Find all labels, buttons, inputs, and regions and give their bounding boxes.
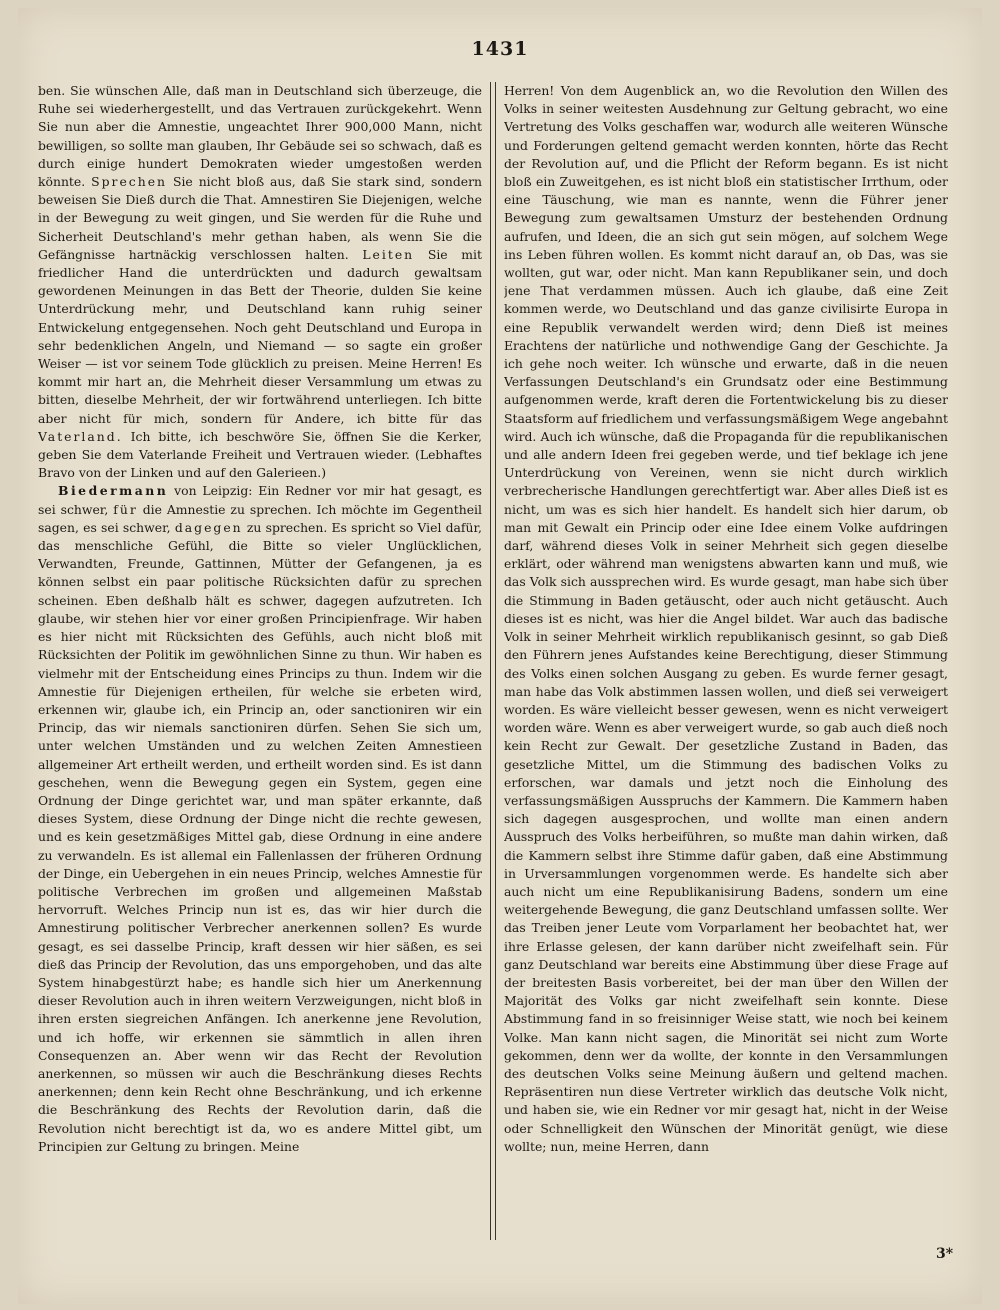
spaced-word: für [113,501,138,517]
paragraph-continuation: Herren! Von dem Augenblick an, wo die Revolution den Willen des Volks in seiner weitesten Ausdehnung zur Geltung gebracht, wo eine Vertretung des Volks geschaffen war, wodurch alle weiteren Wünsche und Forderungen geltend gemacht werden konnten, hörte das Recht der Revolution auf, und die Pflicht der Reform begann. Es ist nicht bloß ein Zuweitgehen, es ist nicht bloß ein statistischer Irrthum, oder eine Täuschung, wie man es nannte, wenn die Führer jener Bewegung zum gewaltsamen Umsturz der bestehenden Ordnung aufrufen, und Ideen, die an sich gut sein mögen, auf solchem Wege ins Leben führen wollen. Es kommt nicht darauf an, ob Das, was sie wollten, gut war, oder nicht. Man kann Republikaner sein, und doch jene That verdammen müssen. Auch ich glaube, daß eine Zeit kommen werde, wo Deutschland und das ganze civilisirte Europa in eine Republik verwandelt werden wird; denn Dieß ist meines Erachtens der natürliche und nothwendige Gang der Geschichte. Ja ich gehe noch weiter. Ich wünsche und erwarte, daß in die neuen Verfassungen Deutschland's ein Grundsatz oder eine Bestimmung aufgenommen werde, kraft deren die Fortentwickelung bis zu dieser Staatsform auf friedlichem und verfassungsmäßigem Wege angebahnt wird. Auch ich wünsche, daß die Propaganda für die republikanischen und alle andern Ideen frei gegeben werde, und tief beklage ich jene Unterdrückung von Vereinen, wenn sie nicht durch wirklich verbrecherische Handlungen gerechtfertigt war. Aber alles Dieß ist es nicht, um was es sich hier handelt. Es handelt sich hier darum, ob man mit Gewalt ein Princip oder eine Idee einem Volke aufdringen darf, während dieses Volk in seiner Mehrheit sich gegen dieselbe erklärt, oder während man wenigstens abwarten kann und muß, wie das Volk sich aussprechen wird. Es wurde gesagt, man habe sich über die Stimmung in Baden getäuscht, oder auch nicht getäuscht. Auch dieses ist es nicht, was hier die Angel bildet. War auch das badische Volk in seiner Mehrheit wirklich republikanisch gesinnt, so gab Dieß den Führern jenes Aufstandes keine Berechtigung, dieser Stimmung des Volks einen solchen Ausgang zu geben. Es wurde ferner gesagt, man habe das Volk abstimmen lassen wollen, und dieß sei verweigert worden. Es wäre vielleicht besser gewesen, wenn es nicht verweigert worden wäre. Wenn es aber verweigert wurde, so gab auch dieß noch kein Recht zur Gewalt. Der gesetzliche Zustand in Baden, das gesetzliche Mittel, um die Stimmung des badischen Volks zu erforschen, war damals und jetzt noch die Einholung des verfassungsmäßigen Ausspruchs der Kammern. Die Kammern haben sich dagegen ausgesprochen, und wollte man einen andern Ausspruch des Volks herbeiführen, so mußte man dahin wirken, daß die Kammern selbst ihre Stimme dafür gaben, daß eine Abstimmung in Urversammlungen vorgenommen werde. Es handelte sich aber auch nicht um eine Republikanisirung Badens, sondern um eine weitergehende Bewegung, die ganz Deutschland umfassen sollte. Wer das Treiben jener Leute vom Vorparlament her beobachtet hat, wer ihre Erlasse gelesen, der kann darüber nicht zweifelhaft sein. Für ganz Deutschland war bereits eine Abstimmung über diese Frage auf der breitesten Basis vorbereitet, bei der man über den Willen der Majorität des Volks gar nicht zweifelhaft sein konnte. Diese Abstimmung fand in so freisinniger Weise statt, wie noch bei keinem Volke. Man kann nicht sagen, die Minorität sei nicht zum Worte gekommen, denn wer da wollte, der konnte in den Versammlungen des deutschen Volks seine Meinung äußern und geltend machen. Repräsentiren nun diese Vertreter wirklich das deutsche Volk nicht, und haben sie, wie ein Redner vor mir gesagt hat, nicht in der Weise oder Schnelligkeit den Wünschen der Minorität genügt, wie diese wollte; nun, meine Herren, dann [504,83,948,1154]
spaced-word: Vaterland. [38,428,123,444]
spaced-word: Sprechen [91,174,168,190]
left-column [38,82,482,1242]
speaker-name: Biedermann [58,483,169,499]
spaced-word: Leiten [362,246,415,262]
paragraph-amnesty-plea: ben. Sie wünschen Alle, daß man in Deutschland sich überzeuge, die Ruhe sei wiederhergestellt, und das Vertrauen zurückgekehrt. Wenn Sie nun aber die Amnestie, ungeachtet Ihrer 900,000 Mann, nicht bewilligen, so sollte man glauben, Ihr Gebäude sei so schwach, daß es durch einige hundert Demokraten wieder umgestoßen werden könnte. Sprechen Sie nicht bloß aus, daß Sie stark sind, sondern beweisen Sie Dieß durch die That. Amnestiren Sie Diejenigen, welche in der Bewegung zu weit gingen, und Sie werden für die Ruhe und Sicherheit Deutschland's mehr gethan haben, als wenn Sie die Gefängnisse hartnäckig verschlossen halten. Leiten Sie mit friedlicher Hand die unterdrückten und dadurch gewaltsam gewordenen Meinungen in das Bett der Theorie, dulden Sie keine Unterdrückung mehr, und Deutschland kann ruhig seiner Entwickelung entgegensehen. Noch geht Deutschland und Europa in sehr bedenklichen Angeln, und Niemand — so sagte ein großer Weiser — ist vor seinem Tode glücklich zu preisen. Meine Herren! Es kommt mir hart an, die Mehrheit dieser Versammlung um etwas zu bitten, dieselbe Mehrheit, der wir fortwährend unterliegen. Ich bitte aber nicht für mich, sondern für Andere, ich bitte für das Vaterland. Ich bitte, ich beschwöre Sie, öffnen Sie die Kerker, geben Sie dem Vaterlande Freiheit und Vertrauen wieder. (Lebhaftes Bravo von der Linken und auf den Galerieen.) [38,83,482,481]
column-divider [490,82,496,1240]
page-number: 1431 [471,38,529,60]
paragraph-biedermann-speech: Biedermann von Leipzig: Ein Redner vor mir hat gesagt, es sei schwer, für die Amnestie zu sprechen. Ich möchte im Gegentheil sagen, es sei schwer, dagegen zu sprechen. Es spricht so Viel dafür, das menschliche Gefühl, die Bitte so vieler Unglücklichen, Verwandten, Freunde, Gattinnen, Mütter der Gefangenen, ja es können selbst ein paar politische Rücksichten dafür zu sprechen scheinen. Eben deßhalb hält es schwer, dagegen aufzutreten. Ich glaube, wir stehen hier vor einer großen Principienfrage. Wir haben es hier nicht mit Rücksichten des Gefühls, auch nicht bloß mit Rücksichten der Politik im gewöhnlichen Sinne zu thun. Wir haben es vielmehr mit der Entscheidung eines Princips zu thun. Indem wir die Amnestie für Diejenigen ertheilen, für welche sie erbeten wird, erkennen wir, glaube ich, ein Princip an, oder sanctioniren wir ein Princip, das wir niemals sanctioniren dürfen. Sehen Sie sich um, unter welchen Umständen und zu welchen Zeiten Amnestieen allgemeiner Art ertheilt werden, und ertheilt worden sind. Es ist dann geschehen, wenn die Bewegung gegen ein System, gegen eine Ordnung der Dinge gerichtet war, und man später erkannte, daß dieses System, diese Ordnung der Dinge nicht die rechte gewesen, und es kein gesetzmäßiges Mittel gab, diese Ordnung in eine andere zu verwandeln. Es ist allemal ein Fallenlassen der früheren Ordnung der Dinge, ein Uebergehen in ein neues Princip, welches Amnestie für politische Verbrechen im großen und allgemeinen Maßstab hervorruft. Welches Princip nun ist es, das wir hier durch die Amnestirung politischer Verbrecher anerkennen sollen? Es wurde gesagt, es sei dasselbe Princip, kraft dessen wir hier säßen, es sei dieß das Princip der Revolution, das uns emporgehoben, und das alte System hinabgestürzt habe; es handle sich hier um Anerkennung dieser Revolution auch in ihren weitern Verzweigungen, nicht bloß in ihren ersten siegreichen Anfängen. Ich anerkenne jene Revolution, und ich hoffe, wir erkennen sie sämmtlich in allen ihren Consequenzen an. Aber wenn wir das Recht der Revolution anerkennen, so müssen wir auch die Beschränkung dieses Rechts anerkennen; denn kein Recht ohne Beschränkung, und ich erkenne die Beschränkung des Rechts der Revolution darin, daß die Revolution nicht berechtigt ist da, wo es andere Mittel gibt, um Principien zur Geltung zu bringen. Meine [38,483,482,1154]
newspaper-page [18,8,982,1304]
signature-mark: 3* [936,1246,954,1262]
spaced-word: dagegen [174,519,243,535]
right-column [504,82,948,1242]
